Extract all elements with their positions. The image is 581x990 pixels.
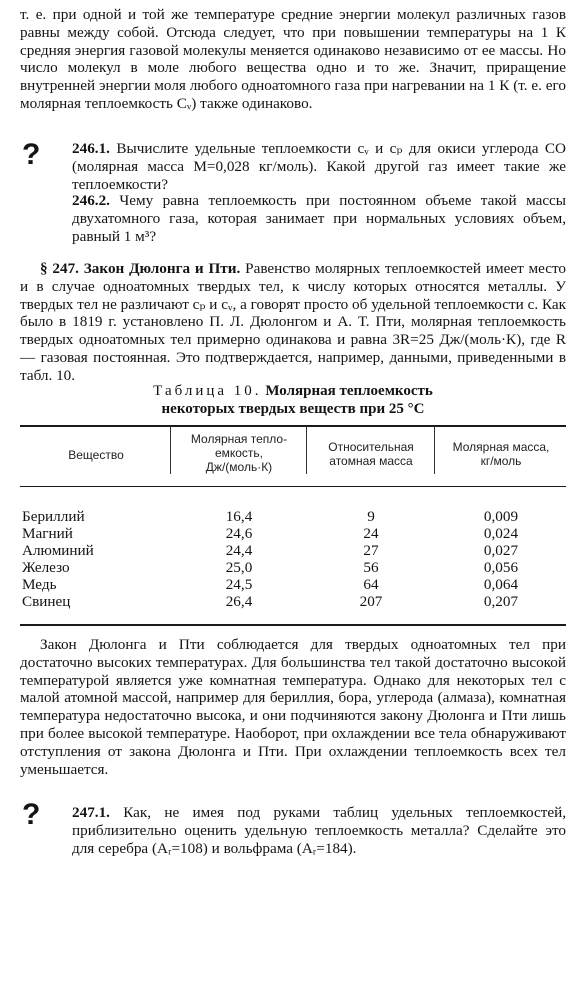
table-caption-title: Молярная теплоемкость — [265, 383, 433, 399]
table-header-rule — [20, 486, 566, 487]
header-line: Молярная тепло- — [190, 432, 288, 446]
table-cell: 24,6 — [225, 525, 253, 542]
paragraph-intro: т. е. при одной и той же температуре средние энергии молекул различных газов равны между собой. Отсюда следует, что при повышении температуры на 1 К средняя энергия газовой молекулы меняется одинаково независимо от ее массы. Но число молекул в моле любого вещества одно и то же. Значит, приращение внутренней энергии моля любого одноатомного газа при нагревании на 1 К (т. е. его молярная теплоемкость Cᵥ) также одинаково. — [20, 6, 566, 112]
table-cell: 0,009 — [483, 508, 519, 525]
table-cell: 56 — [363, 559, 379, 576]
table-row-name: Алюминий — [22, 542, 94, 559]
header-line: емкость, — [214, 446, 264, 460]
question-mark-icon: ? — [22, 138, 41, 171]
header-line: Вещество — [68, 448, 124, 462]
table-divider — [434, 426, 435, 474]
table-cell: 26,4 — [225, 593, 253, 610]
table-cell: 0,064 — [483, 576, 519, 593]
table-cell: 9 — [367, 508, 375, 525]
table-caption-title-2: некоторых твердых веществ при 25 °С — [161, 401, 425, 417]
header-line: Относительная — [328, 440, 414, 454]
question-text: Чему равна теплоемкость при постоянном объеме такой массы двухатомного газа, которая занимает при нормальных условиях объем, равный 1 м³? — [72, 192, 567, 245]
header-line: Дж/(моль·К) — [205, 460, 273, 474]
table-cell: 24,5 — [225, 576, 253, 593]
question-number: 247.1. — [72, 804, 110, 821]
table-row-name: Магний — [22, 525, 73, 542]
question-number: 246.2. — [72, 192, 110, 209]
header-molar-heat — [172, 432, 306, 474]
header-line: кг/моль — [480, 454, 522, 468]
paragraph-after-table: Закон Дюлонга и Пти соблюдается для твердых одноатомных тел при достаточно высоких температурах. Для большинства тел такой достаточно высокой температурой является уже комнатная температура. Однако для некоторых тел с малой атомной массой, например для бериллия, бора, углерода (алмаза), комнатная температура недостаточно высока, и они подчиняются закону Дюлонга и Пти лишь при более высокой температуре. Наоборот, при охлаждении все тела обнаруживают отступления от закона Дюлонга и Пти. При охлаждении теплоемкость всех тел уменьшается. — [20, 636, 566, 778]
question-246-1 — [72, 140, 566, 193]
section-text: Равенство молярных теплоемкостей имеет место и в случае одноатомных твердых тел, к числу которых относятся металлы. У твердых тел не различают cₚ и cᵥ, а говорят просто об удельной теплоемкости c. Как было в 1819 г. установлено П. Л. Дюлонгом и А. Т. Пти, молярная теплоемкость твердых одноатомных тел примерно одинакова и равна 3R=25 Дж/(моль·К), где R — газовая постоянная. Это подтверждается, например, данными, приведенными в табл. 10. — [20, 260, 567, 384]
question-text: Как, не имея под руками таблиц удельных теплоемкостей, приблизительно оценить удельную теплоемкость металла? Сделайте это для серебра (Aᵣ=108) и вольфрама (Aᵣ=184). — [72, 804, 566, 857]
table-cell: 27 — [363, 542, 379, 559]
table-bottom-rule — [20, 624, 566, 626]
header-line: Молярная масса, — [452, 440, 550, 454]
table-caption — [20, 382, 566, 400]
table-row-name: Железо — [22, 559, 70, 576]
table-top-rule — [20, 425, 566, 427]
table-cell: 24 — [363, 525, 379, 542]
table-cell: 0,056 — [483, 559, 519, 576]
question-number: 246.1. — [72, 140, 110, 157]
table-row-name: Свинец — [22, 593, 71, 610]
table-cell: 0,024 — [483, 525, 519, 542]
header-relative-mass — [308, 440, 434, 468]
question-246-2 — [72, 192, 566, 245]
question-247-1 — [72, 804, 566, 857]
table-caption-line-2 — [20, 400, 566, 418]
header-line: атомная масса — [329, 454, 413, 468]
table-cell: 24,4 — [225, 542, 253, 559]
table-cell: 0,027 — [483, 542, 519, 559]
table-divider — [170, 426, 171, 474]
section-heading: § 247. Закон Дюлонга и Пти. — [40, 260, 241, 277]
table-cell: 16,4 — [225, 508, 253, 525]
table-divider — [306, 426, 307, 474]
section-247 — [20, 260, 566, 385]
table-row-name: Медь — [22, 576, 57, 593]
question-text: Вычислите удельные теплоемкости cᵥ и cₚ для окиси углерода CO (молярная масса M=0,028 кг/моль). Какой другой газ имеет такие же теплоемкости? — [72, 140, 566, 193]
question-mark-icon: ? — [22, 798, 41, 831]
table-cell: 207 — [359, 593, 383, 610]
table-cell: 64 — [363, 576, 379, 593]
table-cell: 0,207 — [483, 593, 519, 610]
table-caption-label: Таблица 10. — [153, 383, 262, 399]
table-cell: 25,0 — [225, 559, 253, 576]
header-substance — [22, 448, 170, 462]
table-row-name: Бериллий — [22, 508, 85, 525]
header-molar-mass — [436, 440, 566, 468]
